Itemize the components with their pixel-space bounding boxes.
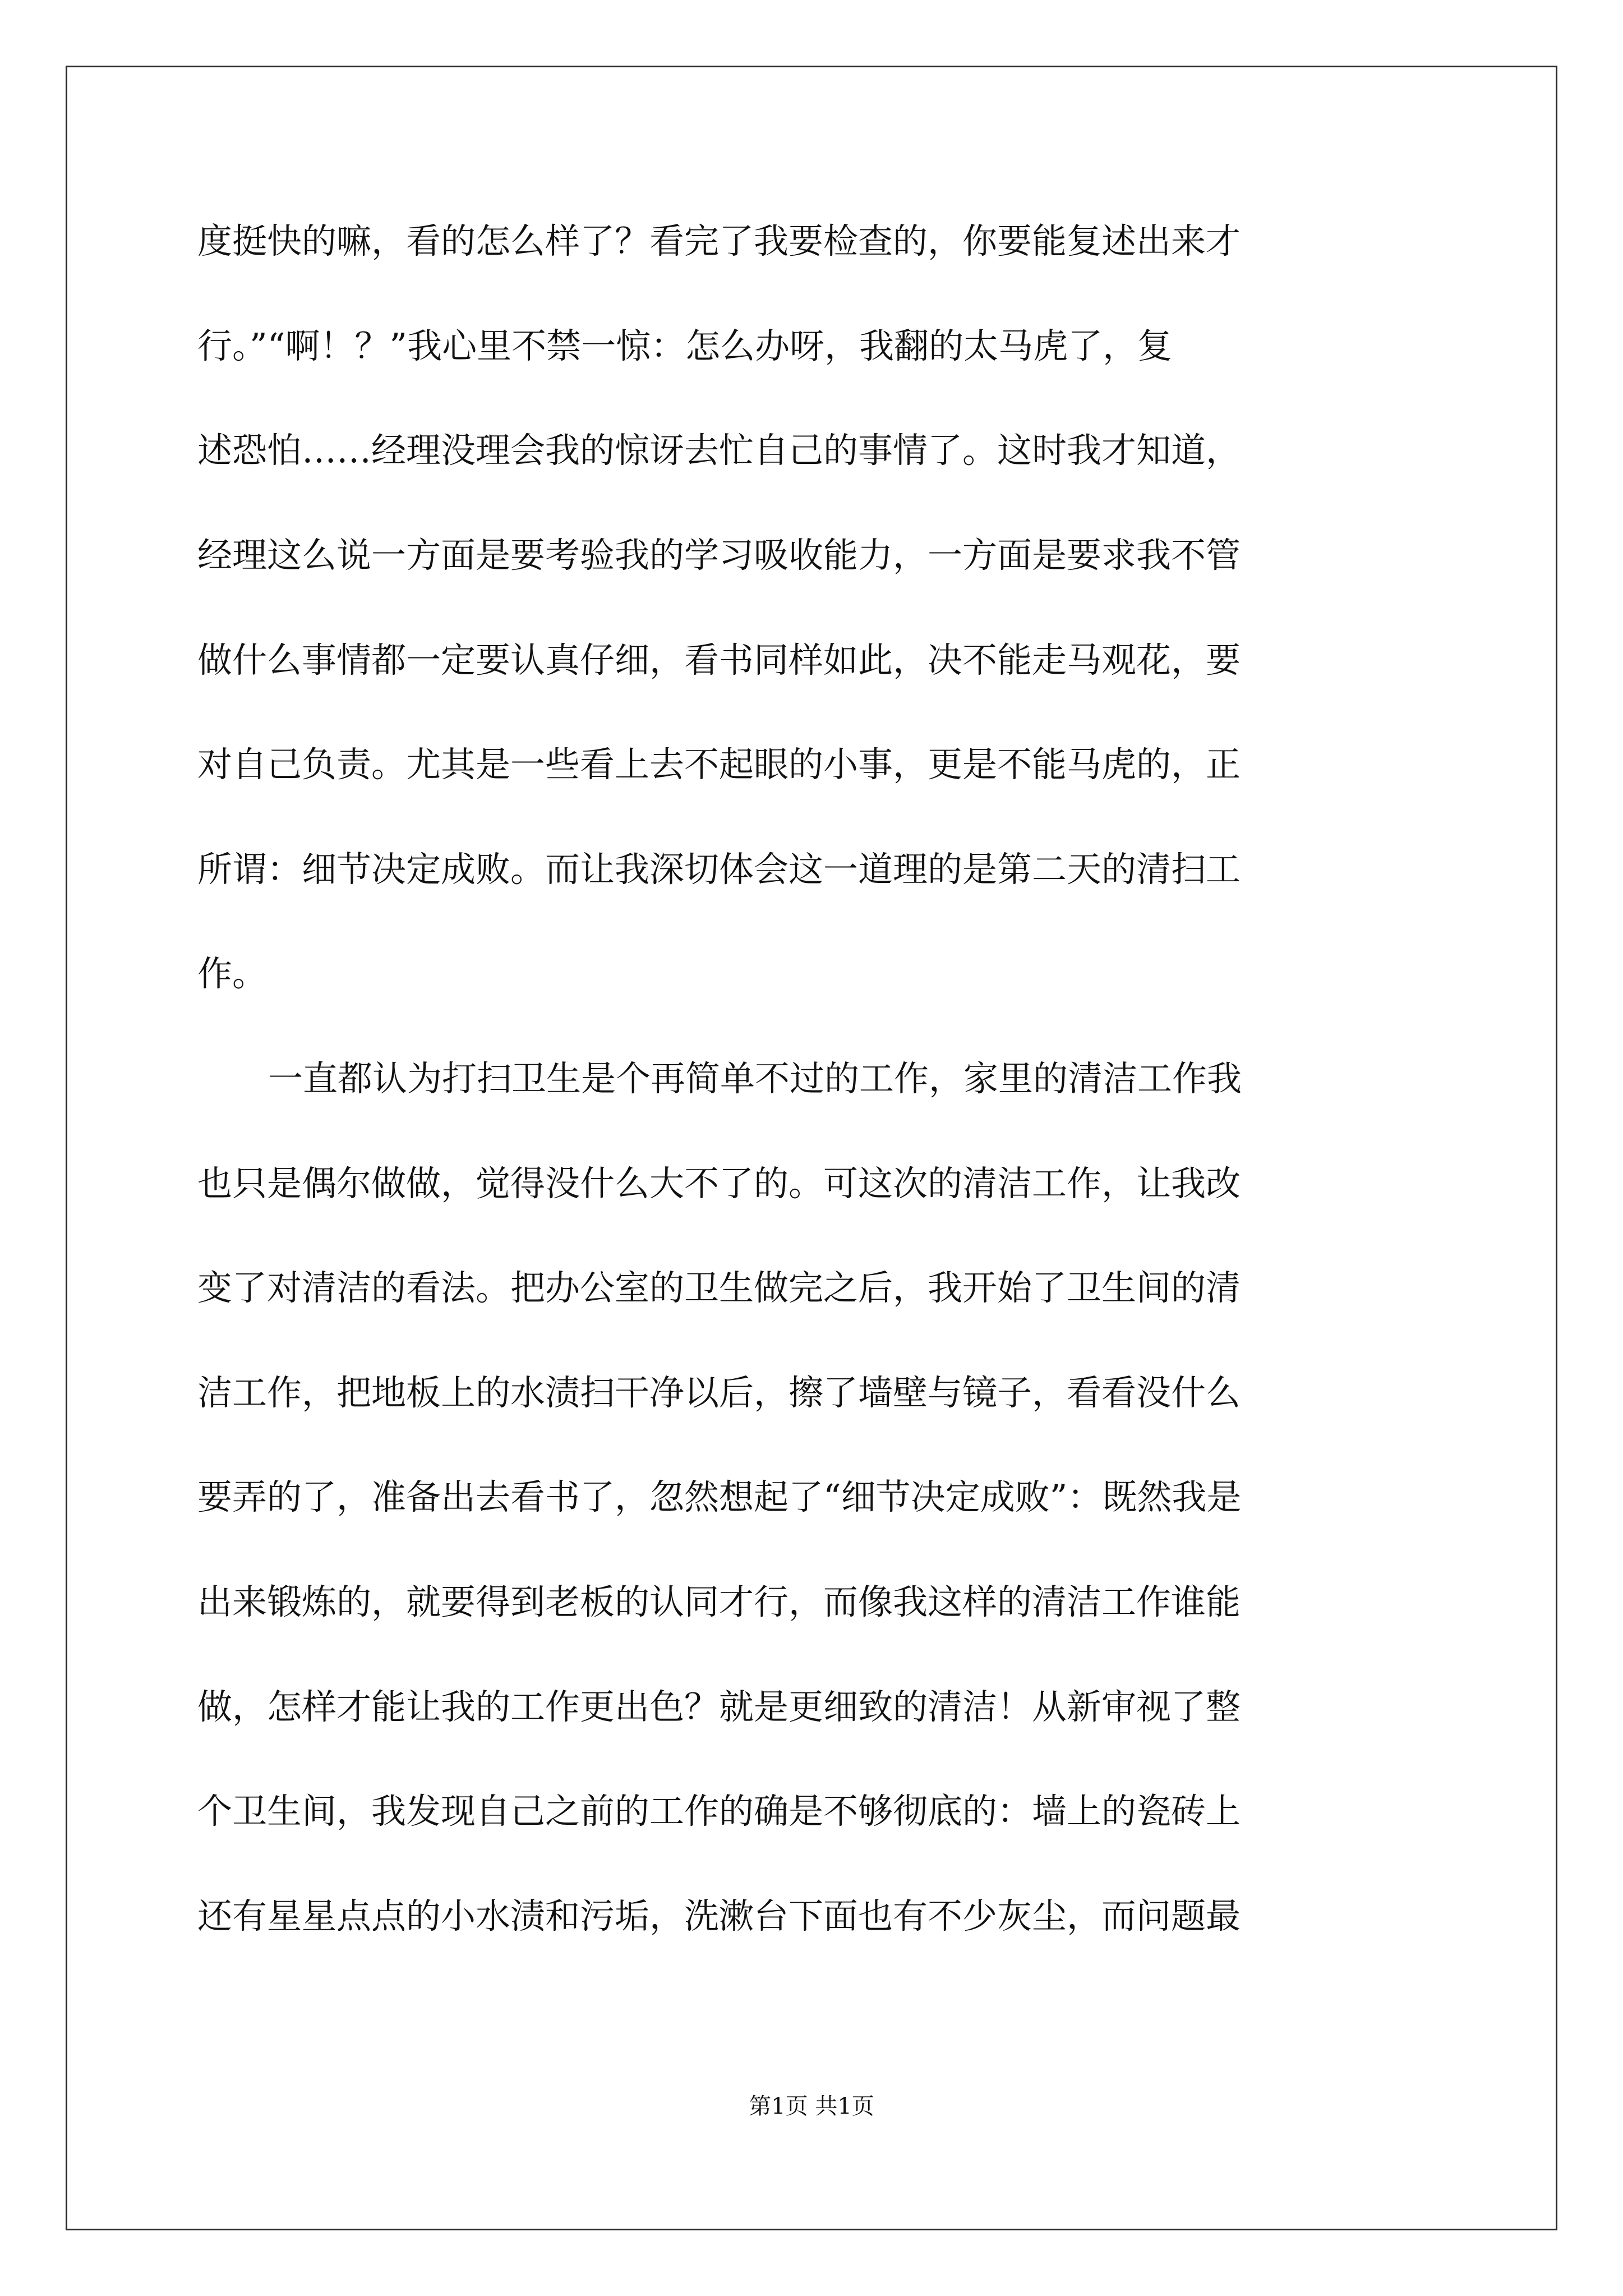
body-text-line: 出来锻炼的，就要得到老板的认同才行，而像我这样的清洁工作谁能	[197, 1581, 1241, 1622]
body-text-line: 变了对清洁的看法。把办公室的卫生做完之后，我开始了卫生间的清	[197, 1267, 1241, 1308]
body-text-line: 个卫生间，我发现自己之前的工作的确是不够彻底的：墙上的瓷砖上	[197, 1791, 1241, 1832]
body-text-line: 行。”“啊！？”我心里不禁一惊：怎么办呀，我翻的太马虎了，复	[197, 325, 1173, 366]
body-text-line: 要弄的了，准备出去看书了，忽然想起了“细节决定成败”：既然我是	[197, 1476, 1242, 1517]
body-text-line: 做什么事情都一定要认真仔细，看书同样如此，决不能走马观花，要	[197, 639, 1241, 680]
body-text-line: 洁工作，把地板上的水渍扫干净以后，擦了墙壁与镜子，看看没什么	[197, 1372, 1241, 1413]
paragraph-first-line: 一直都认为打扫卫生是个再简单不过的工作，家里的清洁工作我	[268, 1058, 1242, 1099]
page-number-footer: 第1页 共1页	[749, 2093, 874, 2119]
body-text-line: 做，怎样才能让我的工作更出色？就是更细致的清洁！从新审视了整	[197, 1686, 1241, 1727]
body-text-line: 还有星星点点的小水渍和污垢，洗漱台下面也有不少灰尘，而问题最	[197, 1895, 1241, 1936]
body-text-line: 也只是偶尔做做，觉得没什么大不了的。可这次的清洁工作，让我改	[197, 1163, 1241, 1204]
body-text-line: 度挺快的嘛，看的怎么样了？看完了我要检查的，你要能复述出来才	[197, 220, 1241, 261]
body-text-line: 经理这么说一方面是要考验我的学习吸收能力，一方面是要求我不管	[197, 535, 1241, 576]
body-text-line: 所谓：细节决定成败。而让我深切体会这一道理的是第二天的清扫工	[197, 849, 1241, 890]
body-text-line: 对自己负责。尤其是一些看上去不起眼的小事，更是不能马虎的，正	[197, 744, 1241, 785]
body-text-line: 述恐怕……经理没理会我的惊讶去忙自己的事情了。这时我才知道，	[197, 430, 1241, 471]
body-text-line: 作。	[197, 953, 268, 994]
